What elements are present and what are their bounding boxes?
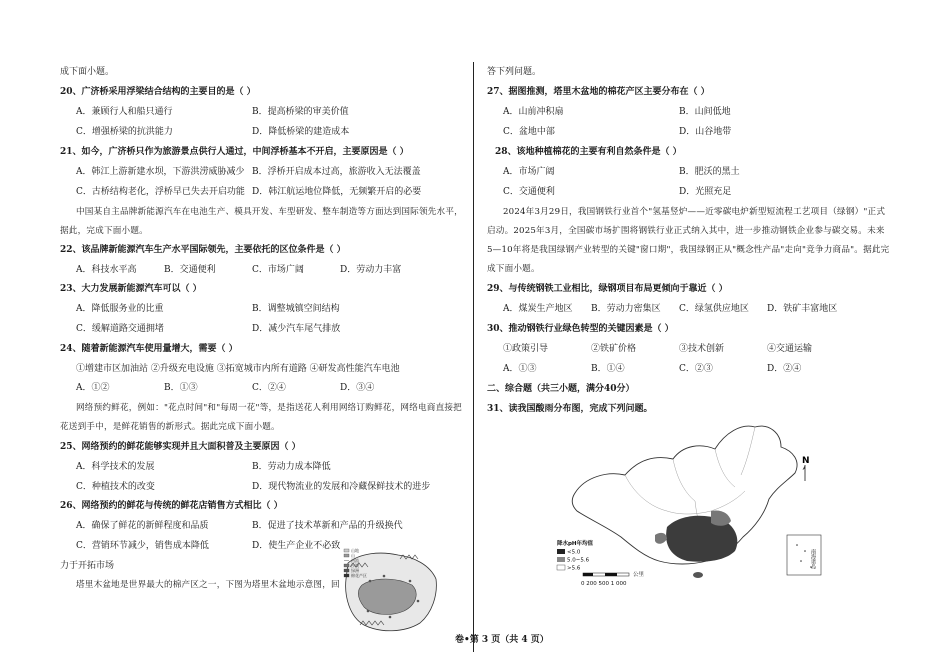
q24-stem: 24、随着新能源汽车使用量增大，需要（ ） (60, 344, 238, 354)
svg-text:<5.0: <5.0 (567, 549, 581, 556)
q26-option-c: C．营销环节减少，销售成本降低 (76, 541, 209, 551)
column-divider (473, 62, 474, 652)
passage-steel-4: 成下面小题。 (487, 264, 540, 274)
q23-option-b: B．调整城镇空间结构 (252, 304, 340, 314)
q28-option-a: A．市场广阔 (503, 167, 555, 177)
q29-stem: 29、与传统钢铁工业相比，绿钢项目布局更倾向于靠近（ ） (487, 284, 728, 294)
tarim-basin-map (340, 545, 440, 637)
q20-option-d: D．降低桥梁的建造成本 (252, 127, 350, 137)
passage-tarim: 塔里木盆地是世界最大的棉产区之一，下图为塔里木盆地示意图，回 (76, 580, 340, 590)
small-map-legend-2: 山 (351, 553, 355, 558)
small-map-legend-3: 河流 (351, 558, 359, 563)
q25-stem: 25、网络预约的鲜花能够实现并且大面积普及主要原因（ ） (60, 442, 301, 452)
q22-option-d: D．劳动力丰富 (340, 265, 402, 275)
q23-option-c: C．缓解道路交通拥堵 (76, 324, 164, 334)
q23-option-a: A．降低服务业的比重 (76, 304, 164, 314)
svg-text:0 200 500 1 000: 0 200 500 1 000 (581, 581, 627, 587)
q30-item-3: ③技术创新 (679, 344, 725, 354)
svg-text:公里: 公里 (633, 572, 645, 578)
q27-option-c: C．盆地中部 (503, 127, 555, 137)
q26-option-b: B．促进了技术革新和产品的升级换代 (252, 521, 403, 531)
q28-stem: 28、该地种植棉花的主要有利自然条件是（ ） (495, 147, 682, 157)
q29-option-d: D．铁矿丰富地区 (767, 304, 838, 314)
q24-option-c: C．②④ (252, 383, 286, 393)
q25-option-c: C．种植技术的改变 (76, 482, 155, 492)
q30-stem: 30、推动钢铁行业绿色转型的关键因素是（ ） (487, 324, 674, 334)
q29-option-a: A．煤炭生产地区 (503, 304, 573, 314)
tarim-map-graphic (340, 545, 440, 637)
q20-option-c: C．增强桥梁的抗洪能力 (76, 127, 173, 137)
q21-option-c: C．古桥结构老化，浮桥早已失去开启功能 (76, 187, 245, 197)
svg-text:>5.6: >5.6 (567, 565, 581, 572)
passage-flowers-end: 花送到手中，是鲜花销售的新形式。据此完成下面小题。 (60, 422, 280, 432)
svg-text:N: N (802, 456, 810, 466)
q29-option-b: B．劳动力密集区 (591, 304, 661, 314)
passage-flowers: 网络预约鲜花，例如："花点时间"和"每周一花"等，是指送花人利用网络订购鲜花，网络电商直接把 (76, 403, 462, 413)
scale-bar (581, 570, 645, 587)
small-map-legend-6: 棉花产区 (351, 573, 367, 578)
q25-option-b: B．劳动力成本降低 (252, 462, 331, 472)
q20-option-a: A．兼顾行人和船只通行 (76, 107, 173, 117)
q31-stem: 31、读我国酸雨分布图，完成下列问题。 (487, 404, 653, 414)
q26-option-d: D．使生产企业不必致 (252, 541, 341, 551)
small-map-legend-4: 沙漠 (351, 563, 359, 568)
inset-label: 南海诸岛 (810, 549, 816, 569)
passage-steel-2: 启动。2025年3月，全国碳市场扩围将钢铁行业正式纳入其中，进一步推动钢铁企业参与碳交易。未来 (487, 226, 885, 236)
q24-option-d: D．③④ (340, 383, 375, 393)
map-legend (557, 539, 594, 572)
north-arrow (802, 456, 810, 481)
q28-option-b: B．肥沃的黑土 (679, 167, 740, 177)
q26-tail: 力于开拓市场 (60, 561, 115, 571)
q30-item-2: ②铁矿价格 (591, 344, 637, 354)
q27-stem: 27、据图推测，塔里木盆地的棉花产区主要分布在（ ） (487, 87, 710, 97)
q20-stem: 20、广济桥采用浮梁结合结构的主要目的是（ ） (60, 87, 256, 97)
q30-item-1: ①政策引导 (503, 344, 549, 354)
q22-stem: 22、该品牌新能源汽车生产水平国际领先，主要依托的区位条件是（ ） (60, 245, 346, 255)
small-map-legend-5: 绿洲 (351, 568, 359, 573)
small-map-legend-1: 山地 (351, 548, 359, 553)
q28-option-d: D．光照充足 (679, 187, 732, 197)
q30-option-d: D．②④ (767, 364, 802, 374)
q24-option-b: B．①③ (164, 383, 198, 393)
q25-option-a: A．科学技术的发展 (76, 462, 155, 472)
q30-option-c: C．②③ (679, 364, 713, 374)
passage-ev-end: 据此，完成下面小题。 (60, 226, 148, 236)
q21-stem: 21、如今，广济桥只作为旅游景点供行人通过，中间浮桥基本不开启，主要原因是（ ） (60, 147, 409, 157)
passage-steel-3: 5—10年将是我国绿钢产业转型的关键"窗口期"，我国绿钢正从"概念性产品"走向"竞争力商品"。据此完 (487, 245, 890, 255)
q22-option-b: B．交通便利 (164, 265, 216, 275)
q23-option-d: D．减少汽车尾气排放 (252, 324, 341, 334)
q24-items: ①增建市区加油站 ②升级充电设施 ③拓宽城市内所有道路 ④研发高性能汽车电池 (76, 364, 400, 374)
q29-option-c: C．绿氢供应地区 (679, 304, 749, 314)
q30-item-4: ④交通运输 (767, 344, 813, 354)
q28-option-c: C．交通便利 (503, 187, 555, 197)
q30-option-a: A．①③ (503, 364, 537, 374)
q24-option-a: A．①② (76, 383, 110, 393)
q21-option-d: D．韩江航运地位降低，无频繁开启的必要 (252, 187, 422, 197)
q30-option-b: B．①④ (591, 364, 625, 374)
q26-option-a: A．确保了鲜花的新鲜程度和品质 (76, 521, 209, 531)
china-map-graphic (555, 415, 850, 595)
right-intro-tail: 答下列问题。 (487, 67, 542, 77)
acid-rain-map (555, 415, 850, 595)
passage-ev: 中国某自主品牌新能源汽车在电池生产、模具开发、车型研发、整车制造等方面达到国际领先水平， (76, 207, 463, 217)
intro-tail: 成下面小题。 (60, 67, 115, 77)
q26-stem: 26、网络预约的鲜花与传统的鲜花店销售方式相比（ ） (60, 501, 283, 511)
q27-option-d: D．山谷地带 (679, 127, 732, 137)
q22-option-c: C．市场广阔 (252, 265, 304, 275)
q25-option-d: D．现代物流业的发展和冷藏保鲜技术的进步 (252, 482, 431, 492)
section-2-heading: 二、综合题（共三小题，满分40分） (487, 384, 635, 394)
q21-option-b: B．浮桥开启成本过高，旅游收入无法覆盖 (252, 167, 421, 177)
q27-option-a: A．山前冲积扇 (503, 107, 564, 117)
q22-option-a: A．科技水平高 (76, 265, 137, 275)
q20-option-b: B．提高桥梁的审美价值 (252, 107, 349, 117)
q23-stem: 23、大力发展新能源汽车可以（ ） (60, 284, 202, 294)
svg-text:降水pH年均值: 降水pH年均值 (557, 541, 594, 547)
page-footer: 卷•第 3 页（共 4 页） (455, 635, 549, 645)
passage-steel-1: 2024年3月29日，我国钢铁行业首个"氢基竖炉——近零碳电炉新型短流程工艺项目（绿钢）"正式 (503, 207, 886, 217)
q21-option-a: A．韩江上游新建水坝，下游洪涝威胁减少 (76, 167, 245, 177)
q27-option-b: B．山间低地 (679, 107, 731, 117)
svg-text:5.0~5.6: 5.0~5.6 (567, 557, 590, 564)
